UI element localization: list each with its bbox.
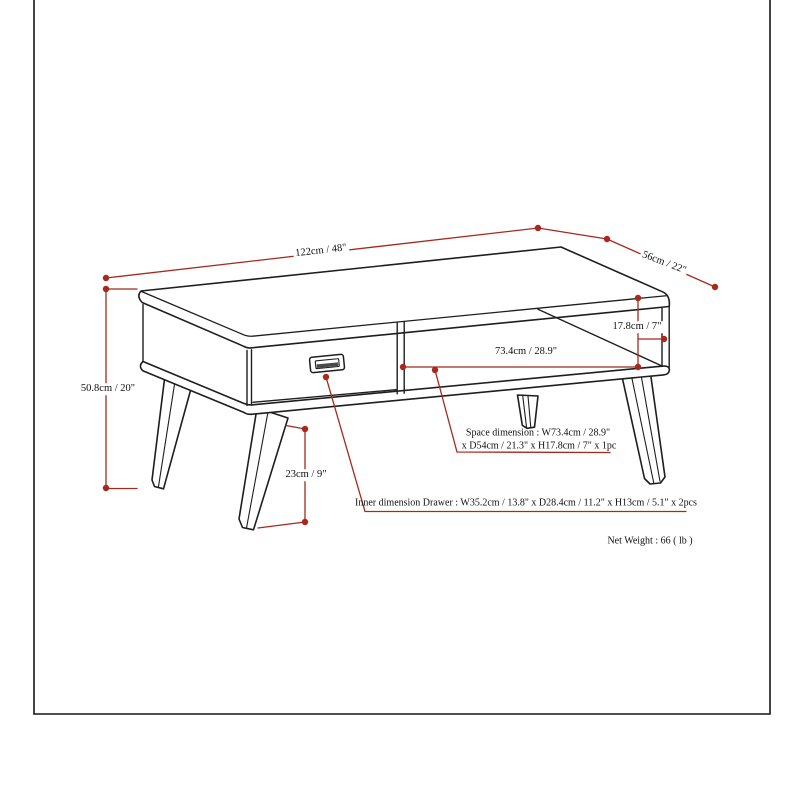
dim-depth-label: 56cm / 22" (638, 249, 689, 278)
back-left-leg (152, 375, 192, 489)
front-right-leg (621, 370, 665, 484)
drawer-inner-dimension-text: Inner dimension Drawer : W35.2cm / 13.8" x D28.4cm / 11.2" x H13cm / 5.1" x 2pcs (355, 497, 697, 509)
back-right-leg (518, 395, 539, 428)
dim-shelf-width-label: 73.4cm / 28.9" (494, 346, 558, 358)
dim-width-label: 122cm / 48" (293, 242, 349, 260)
space-dimension-line1: Space dimension : W73.4cm / 28.9" (465, 427, 611, 439)
dim-leg-height-label: 23cm / 9" (285, 469, 327, 481)
dim-height-label: 50.8cm / 20" (80, 383, 136, 395)
drawer-handle-icon (309, 354, 344, 373)
page-frame (34, 0, 770, 714)
dim-shelf-height-label: 17.8cm / 7" (612, 321, 662, 333)
front-left-leg (239, 408, 288, 530)
space-dimension-line2: x D54cm / 21.3" x H17.8cm / 7" x 1pc (461, 440, 617, 452)
net-weight-text: Net Weight : 66 ( lb ) (607, 535, 693, 547)
